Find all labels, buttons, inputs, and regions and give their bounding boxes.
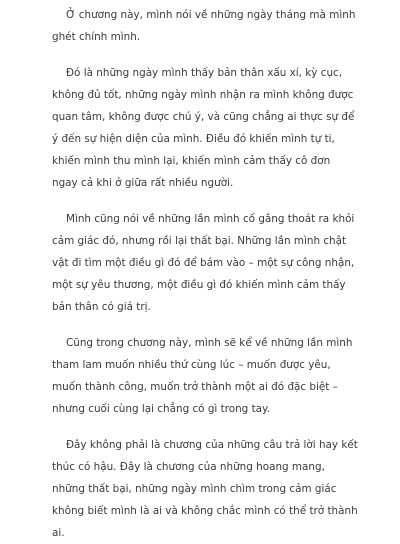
- paragraph-3: Mình cũng nói về những lần mình cố gắng thoát ra khỏi cảm giác đó, nhưng rồi lại thất bại. Những lần mình chật vật đi tìm một điều gì đó để bám vào – một sự công nhận, một sự yêu thương, một điều gì đó khiến mình cảm thấy bản thân có giá trị.: [52, 213, 355, 313]
- paragraph-5: Đây không phải là chương của những câu trả lời hay kết thúc có hậu. Đây là chương của những hoang mang, những thất bại, những ngày mình chìm trong cảm giác không biết mình là ai và không chắc mình có thể trở thành ai.: [52, 439, 358, 539]
- paragraph-4: Cũng trong chương này, mình sẽ kể về những lần mình tham lam muốn nhiều thứ cùng lúc – muốn được yêu, muốn thành công, muốn trở thành một ai đó đặc biệt – nhưng cuối cùng lại chẳng có gì trong tay.: [52, 337, 353, 415]
- paragraph-1: Ở chương này, mình nói về những ngày tháng mà mình ghét chính mình.: [52, 9, 356, 43]
- paragraph-2: Đó là những ngày mình thấy bản thân xấu xí, kỳ cục, không đủ tốt, những ngày mình nhận ra mình không được quan tâm, không được chú ý, và cũng chẳng ai thực sự để ý đến sự hiện diện của mình. Điều đó khiến mình tự ti, khiến mình thu mình lại, khiến mình cảm thấy cô đơn ngay cả khi ở giữa rất nhiều người.: [52, 67, 355, 189]
